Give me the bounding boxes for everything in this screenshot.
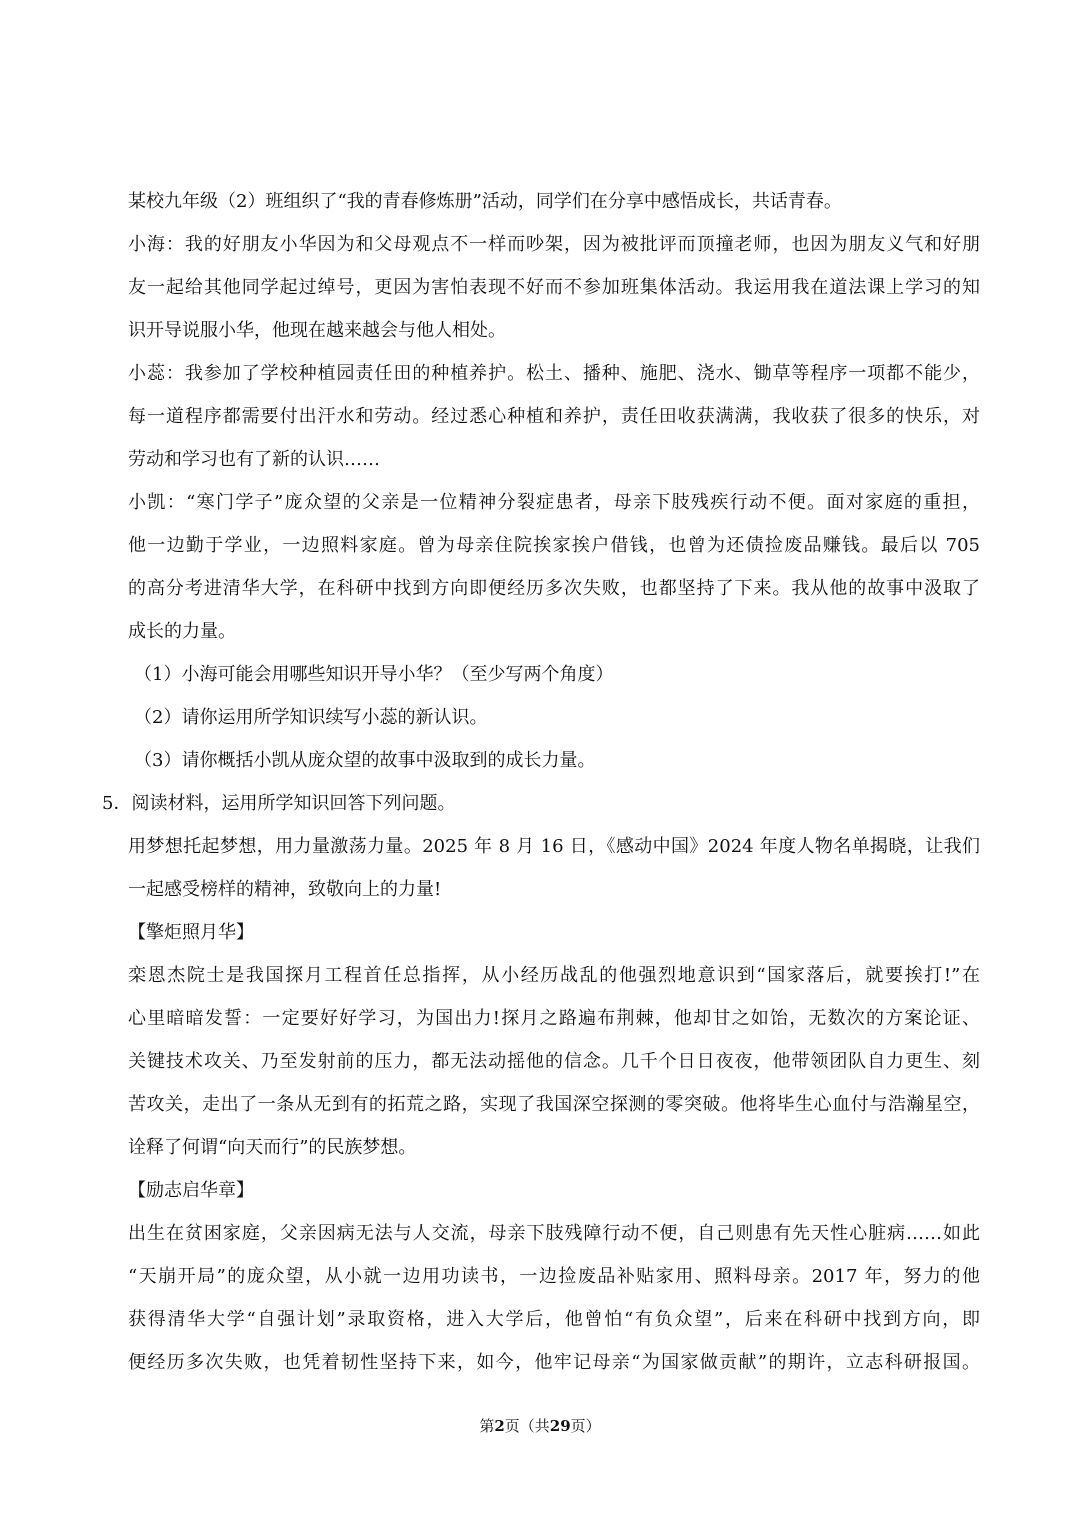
question-5-heading: 5．阅读材料，运用所学知识回答下列问题。 (102, 793, 456, 814)
text-line: 心里暗暗发誓：一定要好好学习，为国出力!探月之路遍布荆棘，他却甘之如饴，无数次的方案论证、 (128, 1008, 980, 1029)
footer-prefix: 第 (479, 1417, 495, 1435)
xiaohai-paragraph (128, 223, 980, 352)
text-line: 的高分考进清华大学，在科研中找到方向即便经历多次失败，也都坚持了下来。我从他的故事中汲取了 (128, 578, 980, 599)
page-content (102, 180, 980, 1384)
text-line: 一起感受榜样的精神，致敬向上的力量! (128, 879, 442, 900)
text-line: 关键技术攻关、乃至发射前的压力，都无法动摇他的信念。几千个日日夜夜，他带领团队自力更生、刻 (128, 1051, 980, 1072)
total-page-count: 29 (549, 1417, 571, 1435)
xiaorui-paragraph (128, 352, 980, 481)
section-title-luan-enjie: 【擎炬照月华】 (128, 922, 254, 943)
intro-paragraph: 某校九年级（2）班组织了“我的青春修炼册”活动，同学们在分享中感悟成长，共话青春。 (128, 191, 842, 212)
section-title-pang-zhongwang: 【励志启华章】 (128, 1180, 254, 1201)
text-line: 获得清华大学“自强计划”录取资格，进入大学后，他曾怕“有负众望”，后来在科研中找到方向，即 (128, 1309, 980, 1330)
footer-middle: 页（共 (504, 1417, 550, 1435)
text-line: 诠释了何谓“向天而行”的民族梦想。 (128, 1137, 417, 1158)
text-line: “天崩开局”的庞众望，从小就一边用功读书，一边捡废品补贴家用、照料母亲。2017 年，努力的他 (128, 1266, 980, 1287)
text-line: 出生在贫困家庭，父亲因病无法与人交流，母亲下肢残障行动不便，自己则患有先天性心脏病……如此 (128, 1223, 980, 1244)
sub-question: （2）请你运用所学知识续写小蕊的新认识。 (134, 707, 488, 728)
text-line: 他一边勤于学业，一边照料家庭。曾为母亲住院挨家挨户借钱，也曾为还债捡废品赚钱。最后以 705 (128, 535, 980, 556)
text-line: 成长的力量。 (128, 621, 236, 642)
text-line: 栾恩杰院士是我国探月工程首任总指挥，从小经历战乱的他强烈地意识到“国家落后，就要挨打!”在 (128, 965, 980, 986)
sub-question-list (128, 653, 980, 782)
sub-question: （3）请你概括小凯从庞众望的故事中汲取到的成长力量。 (134, 750, 596, 771)
text-line: 小凯：“寒门学子”庞众望的父亲是一位精神分裂症患者，母亲下肢残疾行动不便。面对家庭的重担， (128, 492, 980, 513)
section-pang-zhongwang-paragraph (128, 1212, 980, 1384)
text-line: 小海：我的好朋友小华因为和父母观点不一样而吵架，因为被批评而顶撞老师，也因为朋友义气和好朋 (128, 234, 980, 255)
xiaokai-paragraph (128, 481, 980, 653)
current-page-number: 2 (494, 1417, 505, 1435)
text-line: 小蕊：我参加了学校种植园责任田的种植养护。松土、播种、施肥、浇水、锄草等程序一项都不能少， (128, 363, 980, 384)
section-luan-enjie-paragraph (128, 954, 980, 1169)
page-number-footer (0, 1415, 1080, 1436)
sub-question: （1）小海可能会用哪些知识开导小华？（至少写两个角度） (134, 664, 614, 685)
footer-suffix: 页） (570, 1417, 601, 1435)
text-line: 每一道程序都需要付出汗水和劳动。经过悉心种植和养护，责任田收获满满，我收获了很多的快乐，对 (128, 406, 980, 427)
text-line: 友一起给其他同学起过绰号，更因为害怕表现不好而不参加班集体活动。我运用我在道法课上学习的知 (128, 277, 980, 298)
text-line: 用梦想托起梦想，用力量激荡力量。2025 年 8 月 16 日，《感动中国》2024 年度人物名单揭晓，让我们 (128, 836, 980, 857)
text-line: 便经历多次失败，也凭着韧性坚持下来，如今，他牢记母亲“为国家做贡献”的期许，立志科研报国。 (128, 1352, 980, 1373)
question-5-intro (128, 825, 980, 911)
text-line: 识开导说服小华，他现在越来越会与他人相处。 (128, 320, 506, 341)
text-line: 苦攻关，走出了一条从无到有的拓荒之路，实现了我国深空探测的零突破。他将毕生心血付与浩瀚星空， (128, 1094, 980, 1115)
text-line: 劳动和学习也有了新的认识…… (128, 449, 380, 470)
